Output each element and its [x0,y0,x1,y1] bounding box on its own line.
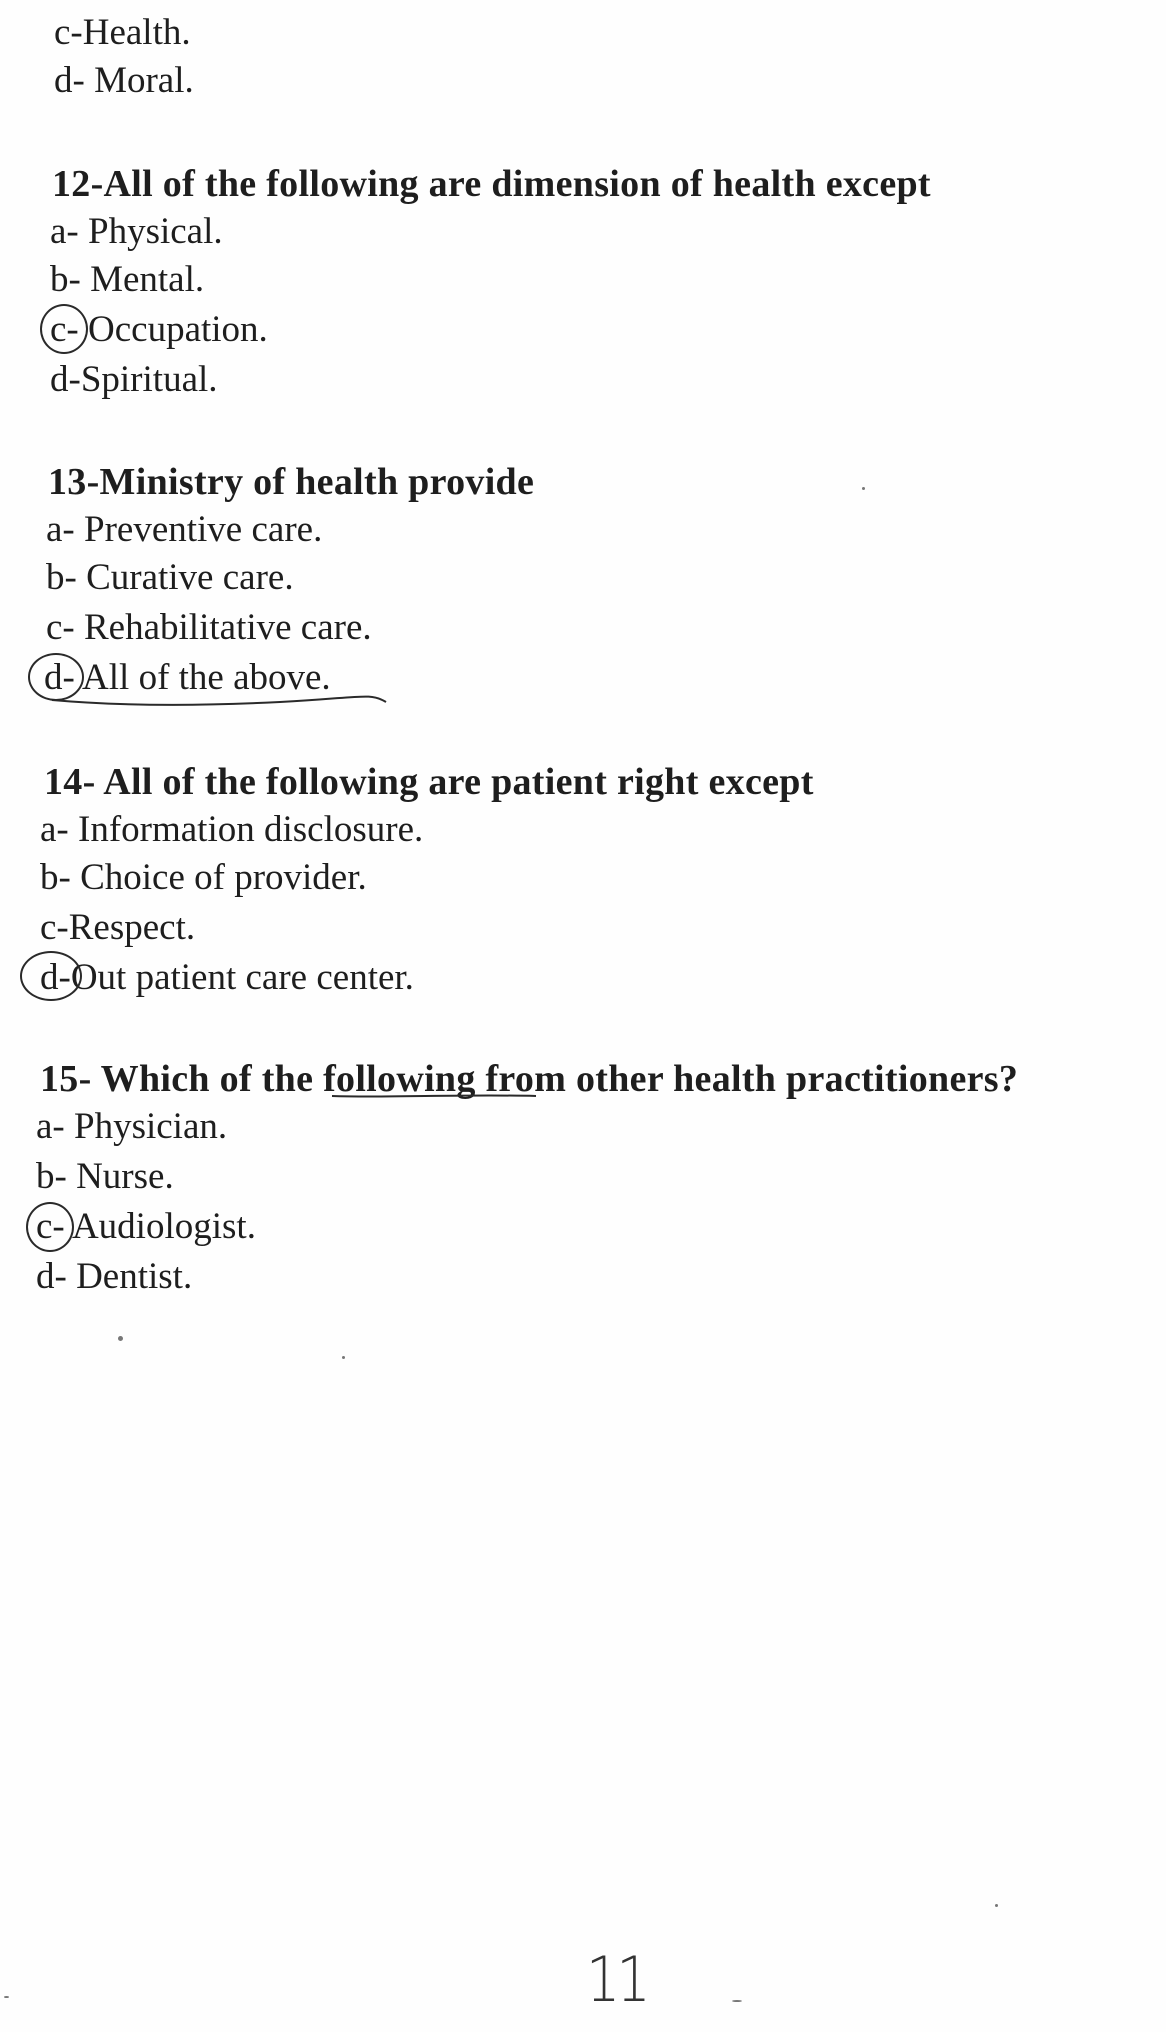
option-letter: a- [46,509,75,550]
option-text: All of the above. [74,657,331,698]
option-letter [44,659,75,696]
option-letter [36,1208,65,1245]
option-text: Choice of provider. [70,857,367,898]
option-text: Rehabilitative care. [74,607,372,648]
option-letter-text: d- [44,657,75,698]
option-text: Information disclosure. [68,809,424,850]
option-letter-text: d- [40,957,71,998]
q15-option-d [36,1258,192,1295]
option-text: Mental. [80,259,205,300]
q15-option-c-selected [36,1208,256,1245]
q13-option-b [46,559,294,596]
q12-option-c-selected [50,311,268,348]
q13-option-a [46,511,322,548]
q12-option-a [50,213,223,250]
scan-speck [118,1336,123,1341]
option-d-moral: d- Moral. [54,60,194,101]
q15-option-b [36,1158,174,1195]
option-text: Physician. [64,1106,228,1147]
scan-speck [4,1996,9,1998]
q14-option-d-selected [40,959,414,996]
option-text: Dentist. [66,1256,193,1297]
scan-speck [732,2000,742,2002]
option-text: Physical. [78,211,223,252]
q15-option-a [36,1108,227,1145]
option-letter: b- [40,857,71,898]
option-letter-text: c- [50,309,79,350]
option-letter-text: c- [36,1206,65,1247]
option-text: Out patient care center. [70,957,414,998]
option-text: Nurse. [66,1156,174,1197]
q14-option-b [40,859,367,896]
q13-option-c [46,609,372,646]
option-letter: c- [40,907,69,948]
option-text: Preventive care. [74,509,323,550]
option-letter: d- [36,1256,67,1297]
page-number: 11 [586,1943,647,2016]
option-c-health: c-Health. [54,12,191,53]
option-letter: b- [50,259,81,300]
scan-speck [862,487,865,490]
option-letter: a- [36,1106,65,1147]
option-letter: b- [36,1156,67,1197]
option-letter: b- [46,557,77,598]
q14-option-a [40,811,423,848]
question-13-title: 13-Ministry of health provide [48,461,535,503]
option-text: Spiritual. [80,359,218,400]
question-15-title: 15- Which of the following from other health practitioners? [40,1058,1019,1100]
q12-option-d [50,361,218,398]
option-letter [50,311,79,348]
option-text: Respect. [68,907,196,948]
option-letter: c- [46,607,75,648]
q13-option-d-selected [44,659,331,696]
option-letter [40,959,71,996]
option-letter: a- [40,809,69,850]
option-letter: d- [50,359,81,400]
q14-option-c [40,909,195,946]
scan-speck [342,1356,345,1359]
question-14-title: 14- All of the following are patient right except [44,761,814,803]
question-12-title: 12-All of the following are dimension of health except [52,163,931,205]
option-text: Occupation. [78,309,268,350]
option-text: Audiologist. [64,1206,256,1247]
option-text: Curative care. [76,557,294,598]
scan-speck [995,1904,998,1907]
q12-option-b [50,261,204,298]
option-letter: a- [50,211,79,252]
